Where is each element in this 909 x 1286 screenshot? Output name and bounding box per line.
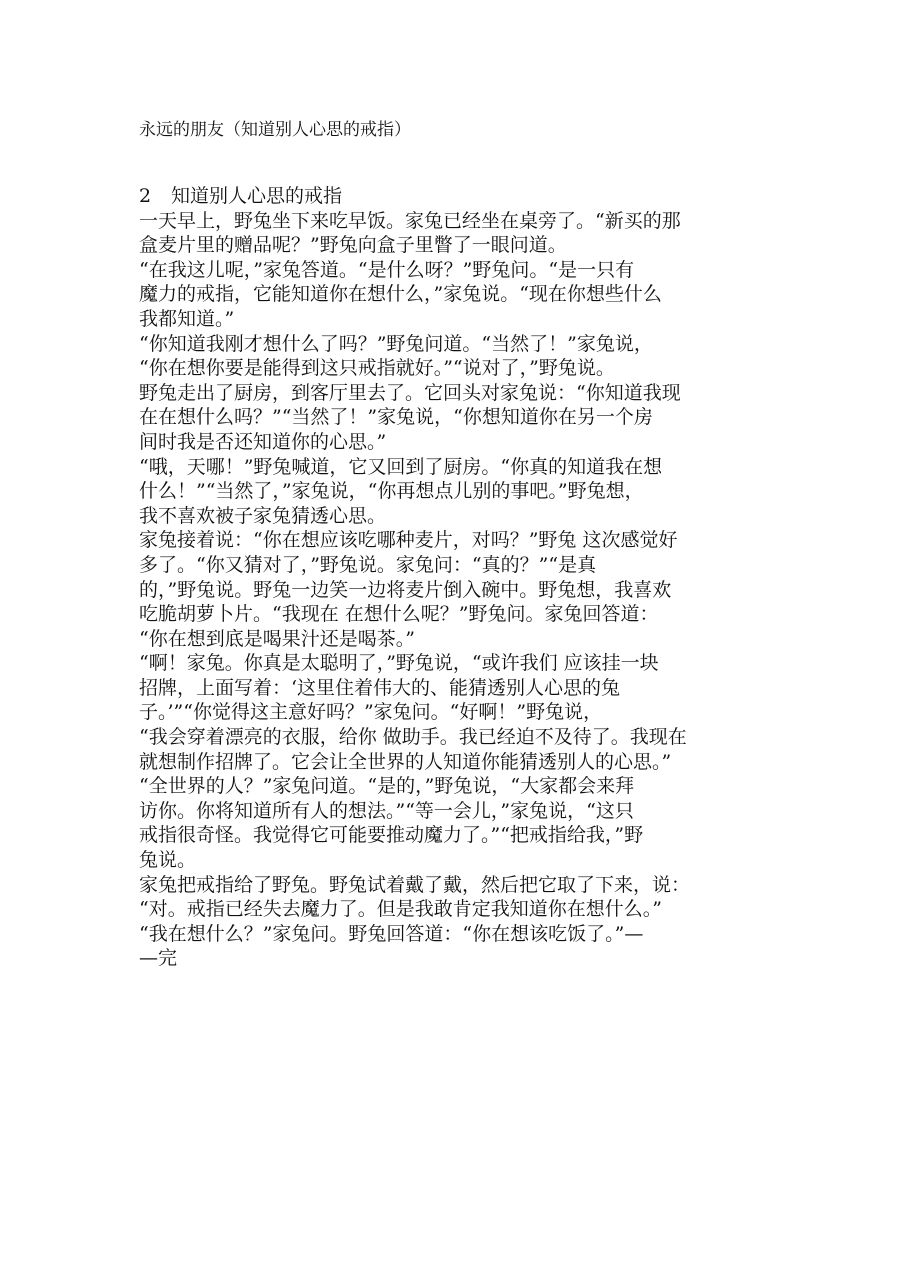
- text-line: 间时我是否还知道你的心思。”: [139, 430, 387, 453]
- text-line: “全世界的人？”家兔问道。“是的，”野兔说，“大家都会来拜: [139, 775, 635, 798]
- story-body: [139, 184, 779, 971]
- text-line: 什么！”“当然了，”家兔说，“你再想点儿别的事吧。”野兔想，: [139, 480, 644, 503]
- section-heading: [139, 184, 779, 209]
- text-line: “啊！家兔。你真是太聪明了，”野兔说，“或许我们 应该挂一块: [139, 652, 659, 675]
- text-line: 子。’”“你觉得这主意好吗？”家兔问。“好啊！”野兔说，: [139, 701, 603, 724]
- text-line: 就想制作招牌了。它会让全世界的人知道你能猜透别人的心思。”: [139, 750, 672, 773]
- text-line: 的，”野兔说。野兔一边笑一边将麦片倒入碗中。野兔想，我喜欢: [139, 578, 672, 601]
- text-line: “在我这儿呢，”家兔答道。“是什么呀？”野兔问。“是一只有: [139, 258, 635, 281]
- text-line: “你在想到底是喝果汁还是喝茶。”: [139, 627, 415, 650]
- text-line: “我会穿着漂亮的衣服，给你 做助手。我已经迫不及待了。我现在: [139, 726, 687, 749]
- text-line: 魔力的戒指，它能知道你在想什么，”家兔说。“现在你想些什么: [139, 283, 662, 306]
- document-title: 永远的朋友（知道别人心思的戒指）: [139, 120, 411, 140]
- text-line: 我都知道。”: [139, 307, 235, 330]
- text-line: —完: [139, 947, 178, 970]
- text-line: 招牌，上面写着：‘这里住着伟大的、能猜透别人心思的兔: [139, 676, 621, 699]
- text-line: “你在想你要是能得到这只戒指就好。”“说对了，”野兔说。: [139, 357, 615, 380]
- text-line: “哦，天哪！”野兔喊道，它又回到了厨房。“你真的知道我在想: [139, 455, 663, 478]
- text-line: “我在想什么？”家兔问。野兔回答道：“你在想该吃饭了。”—: [139, 922, 644, 945]
- text-line: 盒麦片里的赠品呢？”野兔向盒子里瞥了一眼问道。: [139, 234, 567, 257]
- text-line: 家兔把戒指给了野兔。野兔试着戴了戴，然后把它取了下来，说：: [139, 873, 691, 896]
- text-line: 一天早上，野兔坐下来吃早饭。家兔已经坐在桌旁了。“新买的那: [139, 209, 681, 232]
- text-line: “对。戒指已经失去魔力了。但是我敢肯定我知道你在想什么。”: [139, 898, 662, 921]
- section-number: 2: [139, 185, 152, 207]
- text-line: 我不喜欢被子家兔猜透心思。: [139, 504, 387, 527]
- text-line: 野兔走出了厨房，到客厅里去了。它回头对家兔说：“你知道我现: [139, 381, 681, 404]
- text-line: 在在想什么吗？”“当然了！”家兔说，“你想知道你在另一个房: [139, 406, 653, 429]
- text-line: 家兔接着说：“你在想应该吃哪种麦片，对吗？”野兔 这次感觉好: [139, 529, 678, 552]
- section-heading-text: 知道别人心思的戒指: [171, 185, 343, 207]
- text-line: 多了。“你又猜对了，”野兔说。家兔问：“真的？”“是真: [139, 553, 597, 576]
- text-line: 吃脆胡萝卜片。“我现在 在想什么呢？”野兔问。家兔回答道：: [139, 603, 659, 626]
- text-line: “你知道我刚才想什么了吗？”野兔问道。“当然了！”家兔说，: [139, 332, 653, 355]
- text-line: 戒指很奇怪。我觉得它可能要推动魔力了。”“把戒指给我，”野: [139, 824, 644, 847]
- text-line: 兔说。: [139, 849, 197, 872]
- text-line: 访你。你将知道所有人的想法。”“等一会儿，”家兔说，“这只: [139, 799, 634, 822]
